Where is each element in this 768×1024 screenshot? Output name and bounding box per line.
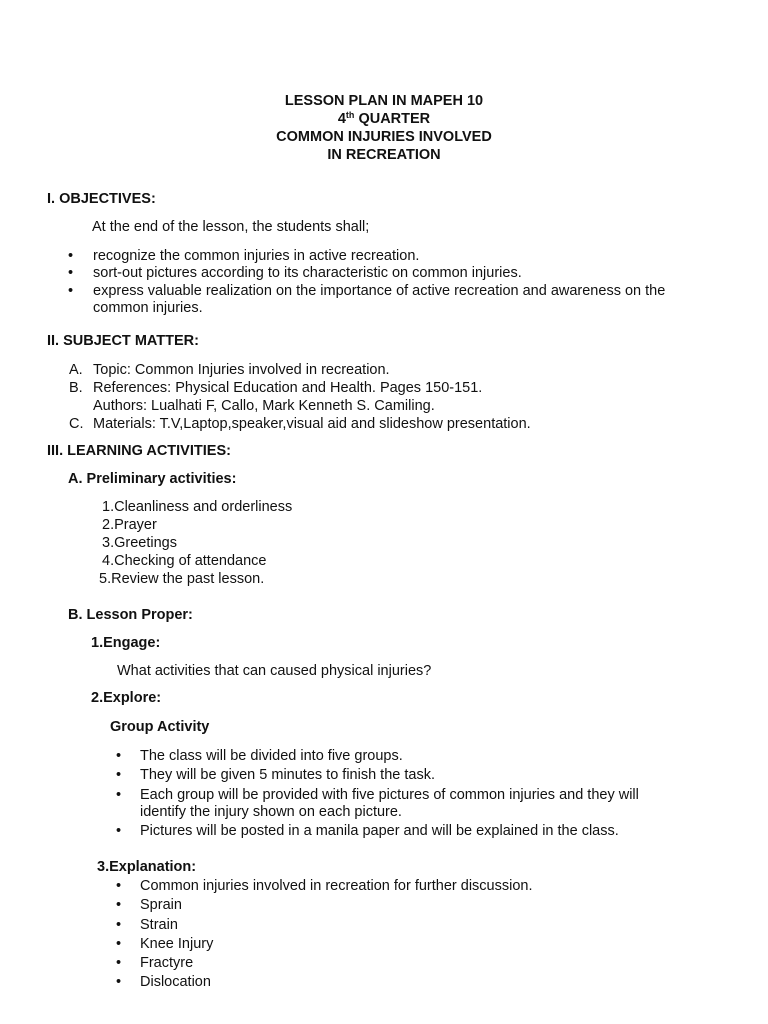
explore-bullet: • [116, 767, 122, 783]
explore-item: They will be given 5 minutes to finish the task. [140, 767, 435, 783]
subject-item-marker: C. [69, 416, 84, 432]
subject-item-materials: Materials: T.V,Laptop,speaker,visual aid and slideshow presentation. [93, 416, 531, 432]
explore-item: Each group will be provided with five pictures of common injuries and they will [140, 787, 639, 803]
lesson-proper-heading: B. Lesson Proper: [68, 607, 193, 623]
engage-heading: 1.Engage: [91, 635, 161, 651]
topic-title-line1: COMMON INJURIES INVOLVED [276, 129, 492, 145]
document-title: LESSON PLAN IN MAPEH 10 [284, 93, 484, 109]
explanation-bullet: • [116, 955, 122, 971]
explore-item: Pictures will be posted in a manila paper and will be explained in the class. [140, 823, 619, 839]
preliminary-item: 3.Greetings [102, 535, 177, 551]
objective-bullet: • [68, 265, 74, 281]
subject-matter-heading: II. SUBJECT MATTER: [47, 333, 199, 349]
explore-item-continued: identify the injury shown on each picture. [140, 804, 402, 820]
explanation-item: Common injuries involved in recreation for further discussion. [140, 878, 533, 894]
preliminary-item: 4.Checking of attendance [102, 553, 267, 569]
explore-item: The class will be divided into five groups. [140, 748, 403, 764]
objective-item: express valuable realization on the importance of active recreation and awareness on the [93, 283, 666, 299]
objective-bullet: • [68, 248, 74, 264]
explanation-item: Strain [140, 917, 178, 933]
preliminary-item: 5.Review the past lesson. [99, 571, 265, 587]
quarter-word: QUARTER [354, 111, 431, 127]
explanation-bullet: • [116, 917, 122, 933]
quarter-superscript: th [345, 110, 355, 120]
objectives-intro: At the end of the lesson, the students shall; [92, 219, 370, 235]
engage-question: What activities that can caused physical injuries? [117, 663, 432, 679]
subject-item-authors: Authors: Lualhati F, Callo, Mark Kenneth S. Camiling. [93, 398, 435, 414]
explanation-item: Fractyre [140, 955, 194, 971]
explanation-bullet: • [116, 974, 122, 990]
objective-item-continued: common injuries. [93, 300, 203, 316]
subject-item-references: References: Physical Education and Health. Pages 150-151. [93, 380, 483, 396]
explore-bullet: • [116, 823, 122, 839]
explore-bullet: • [116, 787, 122, 803]
subject-item-marker: B. [69, 380, 83, 396]
quarter-number: 4 [337, 111, 346, 127]
preliminary-item: 1.Cleanliness and orderliness [102, 499, 293, 515]
explanation-bullet: • [116, 878, 122, 894]
topic-title-line2: IN RECREATION [327, 147, 441, 163]
explanation-bullet: • [116, 936, 122, 952]
quarter-line [0, 110, 768, 128]
preliminary-heading: A. Preliminary activities: [68, 471, 237, 487]
objective-bullet: • [68, 283, 74, 299]
explanation-bullet: • [116, 897, 122, 913]
explore-heading: 2.Explore: [91, 690, 162, 706]
subject-item-topic: Topic: Common Injuries involved in recreation. [93, 362, 390, 378]
group-activity-heading: Group Activity [110, 719, 210, 735]
preliminary-item: 2.Prayer [102, 517, 157, 533]
subject-item-marker: A. [69, 362, 83, 378]
explanation-item: Sprain [140, 897, 182, 913]
objective-item: recognize the common injuries in active recreation. [93, 248, 420, 264]
objectives-heading: I. OBJECTIVES: [47, 191, 156, 207]
explanation-item: Knee Injury [140, 936, 214, 952]
explanation-heading: 3.Explanation: [97, 859, 197, 875]
explanation-item: Dislocation [140, 974, 211, 990]
objective-item: sort-out pictures according to its characteristic on common injuries. [93, 265, 522, 281]
learning-activities-heading: III. LEARNING ACTIVITIES: [47, 443, 231, 459]
explore-bullet: • [116, 748, 122, 764]
